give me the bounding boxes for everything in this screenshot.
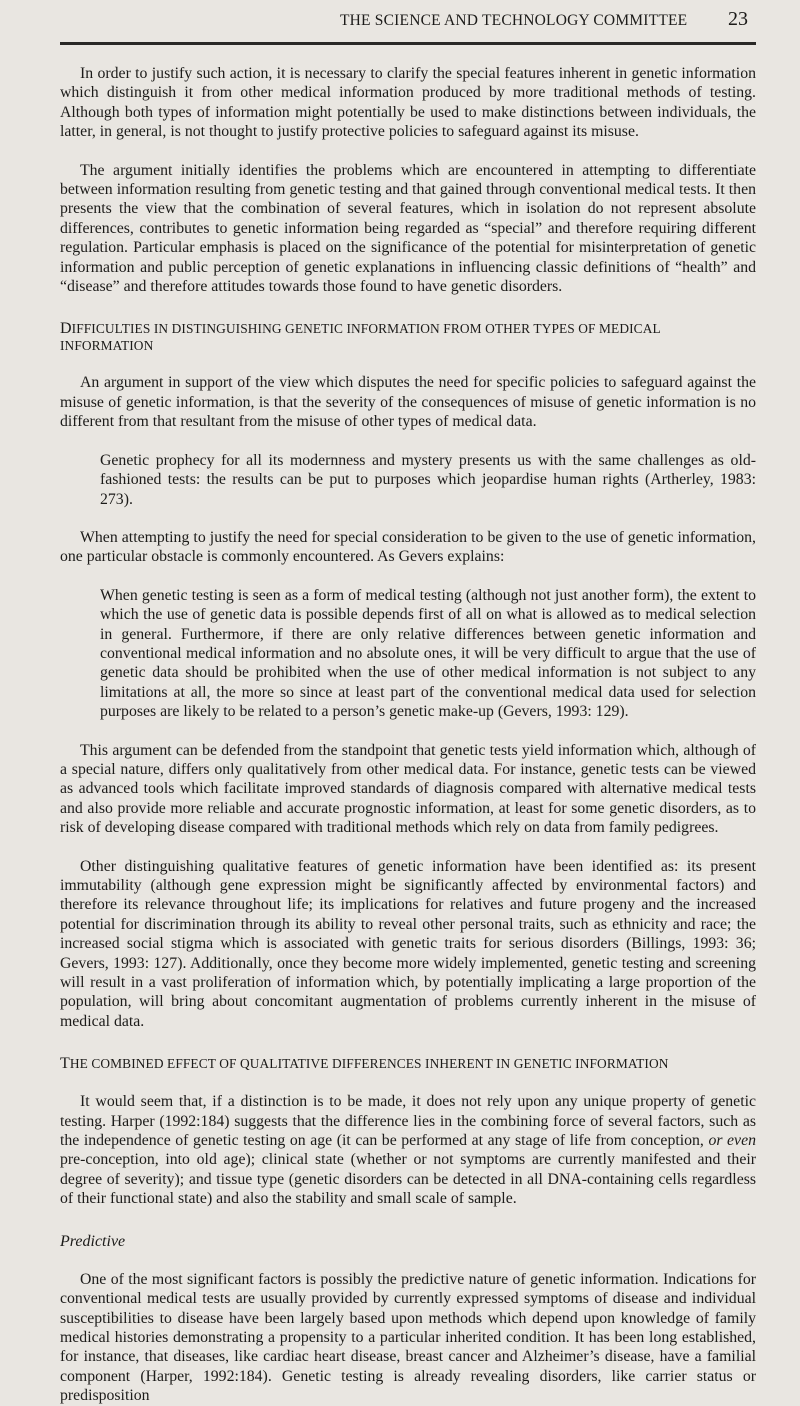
paragraph: When attempting to justify the need for special consideration to be given to the use of genetic information, one particular obstacle is commonly encountered. As Gevers explains: [60,528,756,566]
paragraph: Other distinguishing qualitative features of genetic information have been identified as: its present immutability (although gene expression might be significantly affected by environmental factors) and therefore its relevance throughout life; its implications for relatives and future progeny and the increased potential for discrimination through its ability to reveal other personal traits, such as ethnicity and race; the increased social stigma which is associated with genetic traits for serious disorders (Billings, 1993: 36; Gevers, 1993: 127). Additionally, once they become more widely implemented, genetic testing and screening will result in a vast proliferation of information which, by potentially implicating a large proportion of the population, will bring about concomitant augmentation of problems currently inherent in the misuse of medical data. [60,857,756,1030]
heading-text: IFFICULTIES IN DISTINGUISHING GENETIC INFORMATION FROM OTHER TYPES OF MEDICAL INFORMATION [60,321,661,354]
running-title: THE SCIENCE AND TECHNOLOGY COMMITTEE [340,12,688,29]
paragraph-text: pre-conception, into old age); clinical state (whether or not symptoms are currently manifested and their degree of severity); and tissue type (genetic disorders can be detected in all DNA-containing cells regardless of their functional state) and also the stability and small scale of sample. [60,1151,756,1208]
paragraph: The argument initially identifies the problems which are encountered in attempting to differentiate between information resulting from genetic testing and that gained through conventional medical tests. It then presents the view that the combination of several features, which in isolation do not represent absolute differences, contributes to genetic information being regarded as “special” and therefore requiring different regulation. Particular emphasis is placed on the significance of the potential for misinterpretation of genetic information and public perception of genetic explanations in influencing classic definitions of “health” and “disease” and therefore attitudes towards those found to have genetic disorders. [60,161,756,296]
body-text [60,45,756,1406]
subsection-heading: Predictive [60,1232,126,1250]
running-header [60,0,756,45]
paragraph: One of the most significant factors is possibly the predictive nature of genetic information. Indications for conventional medical tests are usually provided by currently expressed symptoms of disease and individual susceptibilities to disease have been largely based upon methods which depend upon knowledge of family medical histories demonstrating a propensity to a particular inherited condition. It has been long established, for instance, that diseases, like cardiac heart disease, breast cancer and Alzheimer’s disease, have a familial component (Harper, 1992:184). Genetic testing is already revealing disorders, like carrier status or predisposition [60,1270,756,1405]
section-heading [60,1055,756,1073]
section-heading [60,320,756,354]
paragraph: This argument can be defended from the standpoint that genetic tests yield information which, although of a special nature, differs only qualitatively from other medical data. For instance, genetic tests can be viewed as advanced tools which facilitate improved standards of diagnosis compared with alternative medical tests and also provide more reliable and accurate prognostic information, at least for some genetic disorders, as to risk of developing disease compared with traditional methods which rely on data from family pedigrees. [60,741,756,837]
heading-initial: T [60,1055,70,1073]
paragraph: In order to justify such action, it is necessary to clarify the special features inherent in genetic information which distinguish it from other medical information produced by more traditional methods of testing. Although both types of information might potentially be used to make distinctions between individuals, the latter, in general, is not thought to justify protective policies to safeguard against its misuse. [60,65,756,141]
heading-text: HE COMBINED EFFECT OF QUALITATIVE DIFFERENCES INHERENT IN GENETIC INFORMATION [69,1056,669,1072]
paragraph-text: It would seem that, if a distinction is to be made, it does not rely upon any unique property of genetic testing. Harper (1992:184) suggests that the difference lies in the combining force of several factors, such as the independence of genetic testing on age (it can be performed at any stage of life from conception, [60,1093,756,1150]
heading-initial: D [60,320,72,338]
paragraph [60,1092,756,1208]
page-number: 23 [728,8,748,30]
block-quote: When genetic testing is seen as a form of medical testing (although not just another form), the extent to which the use of genetic data is possible depends first of all on what is allowed as to medical selection in general. Furthermore, if there are only relative differences between genetic information and conventional medical information and no absolute ones, it will be very difficult to argue that the use of genetic data should be prohibited when the use of other medical information is not subject to any limitations at all, the more so since at least part of the conventional medical data used for selection purposes are likely to be related to a person’s genetic make-up (Gevers, 1993: 129). [100,586,756,721]
block-quote: Genetic prophecy for all its modernness and mystery presents us with the same challenges as old-fashioned tests: the results can be put to purposes which jeopardise human rights (Artherley, 1983: 273). [100,451,756,508]
paragraph: An argument in support of the view which disputes the need for specific policies to safeguard against the misuse of genetic information, is that the severity of the consequences of misuse of genetic information is no different from that resultant from the misuse of other types of medical data. [60,374,756,431]
emphasis-text: or even [708,1132,756,1150]
